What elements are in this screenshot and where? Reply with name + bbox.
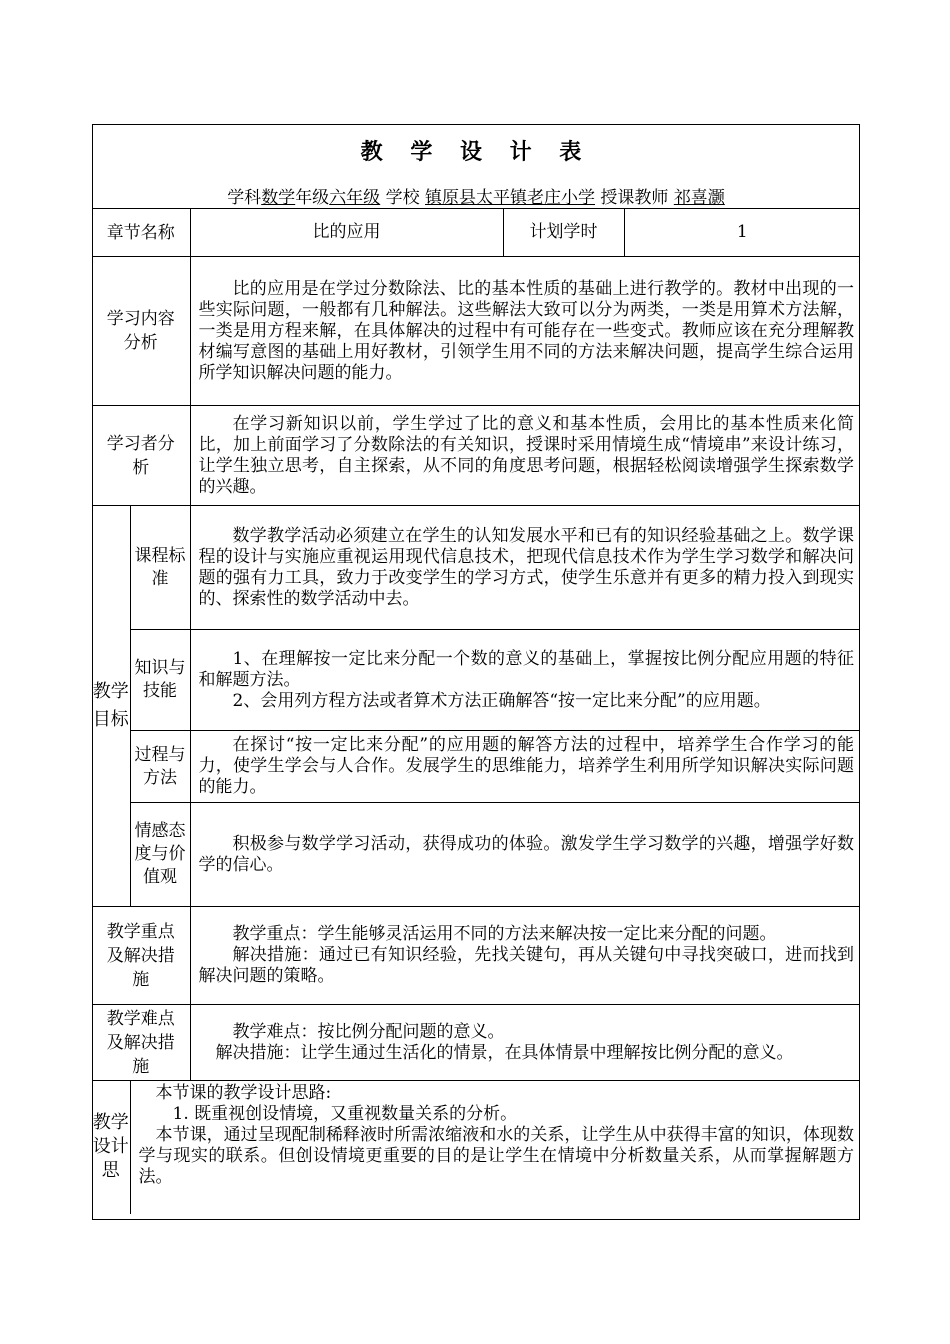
design-table bbox=[92, 208, 860, 1214]
info-line bbox=[93, 183, 859, 208]
lesson-design-form bbox=[92, 124, 860, 1220]
key-point: 教学重点：学生能够灵活运用不同的方法来解决按一定比来分配的问题。 bbox=[232, 924, 777, 944]
difficult-measure: 解决措施：让学生通过生活化的情景，在具体情景中理解按比例分配的意义。 bbox=[215, 1042, 794, 1063]
emotion-label: 情感态度与价值观 bbox=[130, 803, 190, 907]
knowledge-item-2: 2、会用列方程方法或者算术方法正确解答“按一定比来分配”的应用题。 bbox=[232, 690, 771, 711]
process-label: 过程与方法 bbox=[130, 731, 190, 803]
learner-analysis-text: 在学习新知识以前，学生学过了比的意义和基本性质，会用比的基本性质来化简比，加上前面学习了分数除法的有关知识，授课时采用情境生成“情境串”来设计练习，让学生独立思考，自主探索，从不同的角度思考问题，根据轻松阅读增强学生探索数学的兴趣。 bbox=[190, 406, 860, 506]
content-analysis-text: 比的应用是在学过分数除法、比的基本性质的基础上进行教学的。教材中出现的一些实际问题，一般都有几种解法。这些解法大致可以分为两类，一类是用算术方法解，一类是用方程来解，在具体解决的过程中有可能存在一些变式。教师应该在充分理解教材编写意图的基础上用好教材，引领学生用不同的方法来解决问题，提高学生综合运用所学知识解决问题的能力。 bbox=[190, 257, 860, 406]
curriculum-text: 数学教学活动必须建立在学生的认知发展水平和已有的知识经验基础之上。数学课程的设计与实施应重视运用现代信息技术，把现代信息技术作为学生学习数学和解决问题的强有力工具，致力于改变学生的学习方式，使学生乐意并有更多的精力投入到现实的、探索性的数学活动中去。 bbox=[190, 506, 860, 630]
emotion-row bbox=[92, 803, 860, 907]
hours-label: 计划学时 bbox=[503, 209, 624, 257]
hours-value: 1 bbox=[624, 209, 860, 257]
design-idea-text bbox=[130, 1081, 860, 1214]
difficult-points-label: 教学难点及解决措施 bbox=[92, 1005, 190, 1081]
curriculum-label: 课程标准 bbox=[130, 506, 190, 630]
grade-value: 六年级 bbox=[329, 188, 381, 208]
knowledge-text bbox=[190, 630, 860, 731]
subject-label: 学科 bbox=[227, 188, 262, 208]
teacher-label: 授课教师 bbox=[600, 188, 669, 208]
key-points-label: 教学重点及解决措施 bbox=[92, 907, 190, 1005]
knowledge-row bbox=[92, 630, 860, 731]
process-text: 在探讨“按一定比来分配”的应用题的解答方法的过程中，培养学生合作学习的能力，使学生学会与人合作。发展学生的思维能力，培养学生利用所学知识解决实际问题的能力。 bbox=[190, 731, 860, 803]
key-points-row bbox=[92, 907, 860, 1005]
design-idea-line1: 本节课的教学设计思路: bbox=[155, 1083, 332, 1103]
difficult-points-text bbox=[190, 1005, 860, 1081]
design-idea-label: 教学设计思 bbox=[92, 1081, 130, 1214]
chapter-value: 比的应用 bbox=[190, 209, 503, 257]
design-idea-line2: 1. 既重视创设情境，又重视数量关系的分析。 bbox=[172, 1104, 518, 1124]
form-title: 教 学 设 计 表 bbox=[360, 139, 592, 165]
grade-label: 年级 bbox=[295, 188, 330, 208]
key-points-text bbox=[190, 907, 860, 1005]
emotion-text: 积极参与数学学习活动，获得成功的体验。激发学生学习数学的兴趣，增强学好数学的信心。 bbox=[190, 803, 860, 907]
subject-value: 数学 bbox=[261, 188, 296, 208]
school-label: 学校 bbox=[385, 188, 420, 208]
knowledge-label: 知识与技能 bbox=[130, 630, 190, 731]
difficult-points-row bbox=[92, 1005, 860, 1081]
content-analysis-label: 学习内容分析 bbox=[92, 257, 190, 406]
chapter-row bbox=[92, 209, 860, 257]
learner-analysis-row bbox=[92, 406, 860, 506]
content-analysis-row bbox=[92, 257, 860, 406]
teacher-value: 祁喜灏 bbox=[673, 188, 725, 208]
curriculum-row bbox=[92, 506, 860, 630]
key-measure: 解决措施：通过已有知识经验，先找关键句，再从关键句中寻找突破口，进而找到解决问题的策略。 bbox=[198, 945, 854, 986]
learner-analysis-label: 学习者分析 bbox=[92, 406, 190, 506]
knowledge-item-1: 1、在理解按一定比来分配一个数的意义的基础上，掌握按比例分配应用题的特征和解题方法。 bbox=[198, 648, 854, 690]
chapter-label: 章节名称 bbox=[92, 209, 190, 257]
objectives-label: 教学目标 bbox=[92, 506, 130, 907]
design-idea-row bbox=[92, 1081, 860, 1214]
process-row bbox=[92, 731, 860, 803]
difficult-point: 教学难点：按比例分配问题的意义。 bbox=[232, 1021, 505, 1042]
design-idea-line3: 本节课，通过呈现配制稀释液时所需浓缩液和水的关系，让学生从中获得丰富的知识，体现数学与现实的联系。但创设情境更重要的目的是让学生在情境中分析数量关系，从而掌握解题方法。 bbox=[138, 1125, 854, 1187]
school-value: 镇原县太平镇老庄小学 bbox=[425, 188, 595, 208]
